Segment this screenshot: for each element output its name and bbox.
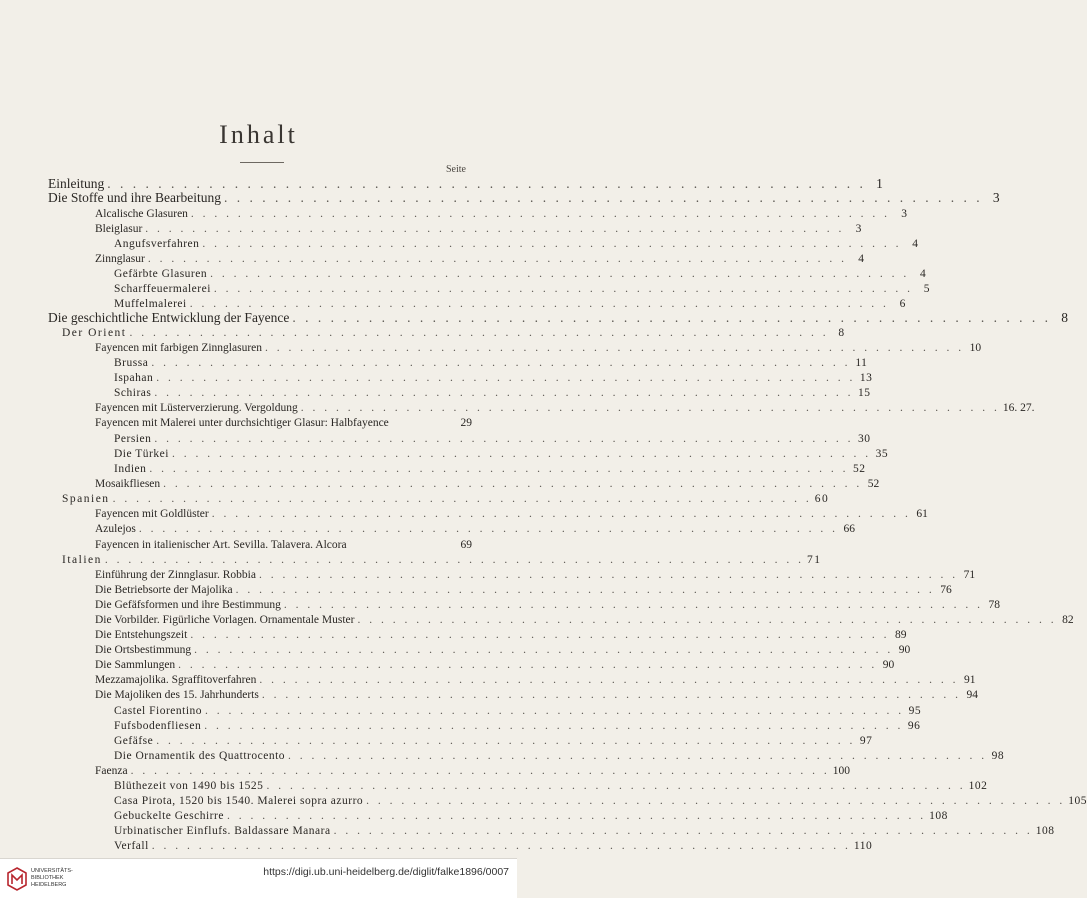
toc-entry-label: Ispahan bbox=[114, 372, 154, 384]
toc-entry bbox=[114, 839, 873, 853]
toc-leader-dots: . . . . . . . . . . . . . . . . . . . . . . . . . . . . . . . . . . . . . . . . . . . . . . . . . . . . . . . . . . . . bbox=[156, 735, 856, 747]
toc-entry bbox=[95, 522, 856, 536]
toc-entry-label: Faenza bbox=[95, 765, 128, 777]
toc-entry-label: Gefärbte Glasuren bbox=[114, 268, 208, 280]
toc-entry-label: Die Entstehungszeit bbox=[95, 629, 188, 641]
toc-entry bbox=[114, 719, 921, 733]
toc-leader-dots: . . . . . . . . . . . . . . . . . . . . . . . . . . . . . . . . . . . . . . . . . . . . . . . . . . . . . . . . . . . . bbox=[107, 176, 866, 191]
column-header-seite: Seite bbox=[446, 164, 466, 175]
toc-entry bbox=[114, 704, 922, 718]
toc-entry-page: 13 bbox=[859, 372, 873, 384]
toc-entry bbox=[95, 341, 982, 355]
toc-entry-page: 30 bbox=[857, 433, 871, 445]
toc-entry bbox=[114, 794, 1087, 808]
toc-entry-label: Die Gefäfsformen und ihre Bestimmung bbox=[95, 599, 281, 611]
toc-entry-page: 52 bbox=[853, 463, 866, 475]
toc-entry bbox=[95, 507, 928, 521]
toc-leader-dots: . . . . . . . . . . . . . . . . . . . . . . . . . . . . . . . . . . . . . . . . . . . . . . . . . . . . . . . . . . . . bbox=[333, 825, 1033, 837]
toc-entry-page: 1 bbox=[876, 176, 883, 191]
toc-leader-dots: . . . . . . . . . . . . . . . . . . . . . . . . . . . . . . . . . . . . . . . . . . . . . . . . . . . . . . . . . . . . bbox=[261, 689, 961, 701]
toc-leader-dots: . . . . . . . . . . . . . . . . . . . . . . . . . . . . . . . . . . . . . . . . . . . . . . . . . . . . . . . . . . . . bbox=[151, 840, 851, 852]
toc-entry-page: 96 bbox=[907, 720, 921, 732]
toc-entry-page: 60 bbox=[814, 493, 830, 505]
toc-entry-label: Schiras bbox=[114, 387, 152, 399]
toc-entry-label: Die Ornamentik des Quattrocento bbox=[114, 750, 286, 762]
toc-entry-page: 90 bbox=[898, 644, 911, 656]
toc-entry bbox=[95, 673, 976, 687]
toc-entry-label: Einführung der Zinnglasur. Robbia bbox=[95, 569, 256, 581]
toc-entry bbox=[114, 356, 868, 370]
toc-entry-page: 3 bbox=[992, 190, 1000, 205]
toc-leader-dots: . . . . . . . . . . . . . . . . . . . . . . . . . . . . . . . . . . . . . . . . . . . . . . . . . . . . . . . . . . . . bbox=[147, 253, 847, 265]
toc-leader-dots: . . . . . . . . . . . . . . . . . . . . . . . . . . . . . . . . . . . . . . . . . . . . . . . . . . . . . . . . . . . . bbox=[283, 599, 983, 611]
toc-entry bbox=[95, 583, 952, 597]
toc-leader-dots: . . . . . . . . . . . . . . . . . . . . . . . . . . . . . . . . . . . . . . . . . . . . . . . . . . . . . . . . . . . . bbox=[151, 357, 851, 369]
toc-leader-dots: . . . . . . . . . . . . . . . . . . . . . . . . . . . . . . . . . . . . . . . . . . . . . . . . . . . . . . . . . . . . bbox=[154, 433, 854, 445]
toc-entry-page: 108 bbox=[1035, 825, 1055, 837]
toc-entry bbox=[114, 824, 1055, 838]
toc-entry-label: Brussa bbox=[114, 357, 149, 369]
toc-entry bbox=[95, 222, 862, 236]
toc-entry bbox=[95, 598, 1000, 612]
toc-entry-label: Fayencen mit Goldlüster bbox=[95, 508, 209, 520]
title-rule bbox=[240, 162, 284, 163]
toc-entry-page: 110 bbox=[853, 840, 873, 852]
toc-entry-page: 71 bbox=[807, 554, 822, 566]
toc-entry-label: Die Stoffe und ihre Bearbeitung bbox=[48, 190, 221, 205]
toc-entry-page: 10 bbox=[969, 342, 982, 354]
toc-entry bbox=[114, 462, 866, 476]
toc-entry bbox=[62, 326, 846, 340]
library-name bbox=[31, 868, 73, 889]
toc-entry bbox=[95, 613, 1074, 627]
toc-leader-dots: . . . . . . . . . . . . . . . . . . . . . . . . . . . . . . . . . . . . . . . . . . . . . . . . . . . . . . . . . . . . bbox=[210, 268, 910, 280]
toc-leader-dots: . . . . . . . . . . . . . . . . . . . . . . . . . . . . . . . . . . . . . . . . . . . . . . . . . . . . . . . . . . . . bbox=[154, 387, 854, 399]
toc-entry-page: 98 bbox=[991, 750, 1005, 762]
toc-entry-label: Azulejos bbox=[95, 523, 136, 535]
toc-entry-page: 76 bbox=[940, 584, 952, 596]
toc-leader-dots: . . . . . . . . . . . . . . . . . . . . . . . . . . . . . . . . . . . . . . . . . . . . . . . . . . . . . . . . . . . . bbox=[138, 523, 839, 535]
toc-entry-page: 3 bbox=[901, 208, 908, 220]
toc-entry-page: 52 bbox=[867, 478, 880, 490]
toc-leader-dots: . . . . . . . . . . . . . . . . . . . . . . . . . . . . . . . . . . . . . . . . . . . . . . . . . . . . . . . . . . . . bbox=[156, 372, 856, 384]
toc-entry-page: 4 bbox=[920, 268, 927, 280]
toc-entry bbox=[95, 688, 978, 702]
toc-entry-page: 89 bbox=[894, 629, 907, 641]
toc-leader-dots: . . . . . . . . . . . . . . . . . . . . . . . . . . . . . . . . . . . . . . . . . . . . . . . . . . . . . . . . . . . . bbox=[190, 208, 891, 220]
toc-entry-label: Alcalische Glasuren bbox=[95, 208, 188, 220]
toc-leader-dots: . . . . . . . . . . . . . . . . . . . . . . . . . . . . . . . . . . . . . . . . . . . . . . . . . . . . . . . . . . . . bbox=[226, 810, 927, 822]
toc-leader-dots: . . . . . . . . . . . . . . . . . . . . . . . . . . . . . . . . . . . . . . . . . . . . . . . . . . . . . . . . . . . . bbox=[112, 493, 812, 505]
toc-entry bbox=[62, 492, 830, 506]
toc-entry-label: Die Sammlungen bbox=[95, 659, 176, 671]
toc-entry-label: Italien bbox=[62, 554, 102, 566]
toc-entry bbox=[114, 297, 906, 311]
toc-leader-dots: . . . . . . . . . . . . . . . . . . . . . . . . . . . . . . . . . . . . . . . . . . . . . . . . . . . . . . . . . . . . bbox=[194, 644, 894, 656]
toc-entry-label: Casa Pirota, 1520 bis 1540. Malerei sopra azurro bbox=[114, 795, 364, 807]
toc-entry bbox=[95, 416, 472, 430]
toc-entry-label: Fayencen mit farbigen Zinnglasuren bbox=[95, 342, 263, 354]
toc-leader-dots: . . . . . . . . . . . . . . . . . . . . . . . . . . . . . . . . . . . . . . . . . . . . . . . . . . . . . . . . . . . . bbox=[213, 283, 914, 295]
toc-entry-page: 82 bbox=[1062, 614, 1074, 626]
toc-entry-label: Mezzamajolika. Sgraffitoverfahren bbox=[95, 674, 257, 686]
toc-entry bbox=[114, 447, 889, 461]
toc-leader-dots: . . . . . . . . . . . . . . . . . . . . . . . . . . . . . . . . . . . . . . . . . . . . . . . . . . . . . . . . . . . . bbox=[366, 795, 1066, 807]
toc-entry-page: 66 bbox=[843, 523, 856, 535]
toc-entry-label: Spanien bbox=[62, 493, 110, 505]
toc-leader-dots: . . . . . . . . . . . . . . . . . . . . . . . . . . . . . . . . . . . . . . . . . . . . . . . . . . . . . . . . . . . . bbox=[202, 238, 902, 250]
toc-leader-dots: . . . . . . . . . . . . . . . . . . . . . . . . . . . . . . . . . . . . . . . . . . . . . . . . . . . . . . . . . . . . bbox=[292, 310, 1052, 325]
toc-entry-label: Castel Fiorentino bbox=[114, 705, 203, 717]
toc-leader-dots: . . . . . . . . . . . . . . . . . . . . . . . . . . . . . . . . . . . . . . . . . . . . . . . . . . . . . . . . . . . . bbox=[163, 478, 863, 490]
toc-leader-dots: . . . . . . . . . . . . . . . . . . . . . . . . . . . . . . . . . . . . . . . . . . . . . . . . . . . . . . . . . . . . bbox=[288, 750, 988, 762]
toc-entry-page: 5 bbox=[923, 283, 931, 295]
toc-entry-label: Einleitung bbox=[48, 176, 105, 191]
toc-entry bbox=[95, 628, 907, 642]
toc-entry bbox=[114, 282, 931, 296]
toc-entry-page: 69 bbox=[460, 539, 472, 551]
library-name-line-2: BIBLIOTHEK bbox=[31, 875, 64, 881]
toc-entry-label: Die Ortsbestimmung bbox=[95, 644, 192, 656]
toc-entry-page: 100 bbox=[832, 765, 850, 777]
toc-entry-label: Die Betriebsorte der Majolika bbox=[95, 584, 233, 596]
toc-leader-dots: . . . . . . . . . . . . . . . . . . . . . . . . . . . . . . . . . . . . . . . . . . . . . . . . . . . . . . . . . . . . bbox=[149, 463, 849, 475]
toc-leader-dots: . . . . . . . . . . . . . . . . . . . . . . . . . . . . . . . . . . . . . . . . . . . . . . . . . . . . . . . . . . . . bbox=[258, 569, 959, 581]
toc-leader-dots: . . . . . . . . . . . . . . . . . . . . . . . . . . . . . . . . . . . . . . . . . . . . . . . . . . . . . . . . . . . . bbox=[223, 190, 983, 205]
toc-leader-dots: . . . . . . . . . . . . . . . . . . . . . . . . . . . . . . . . . . . . . . . . . . . . . . . . . . . . . . . . . . . . bbox=[190, 629, 890, 641]
toc-entry bbox=[114, 809, 948, 823]
toc-leader-dots: . . . . . . . . . . . . . . . . . . . . . . . . . . . . . . . . . . . . . . . . . . . . . . . . . . . . . . . . . . . . bbox=[235, 584, 935, 596]
university-library-logo-icon bbox=[7, 867, 27, 891]
toc-entry bbox=[95, 764, 850, 778]
toc-entry-page: 90 bbox=[882, 659, 895, 671]
toc-entry-page: 6 bbox=[899, 298, 906, 310]
toc-leader-dots: . . . . . . . . . . . . . . . . . . . . . . . . . . . . . . . . . . . . . . . . . . . . . . . . . . . . . . . . . . . . bbox=[211, 508, 911, 520]
toc-entry bbox=[114, 237, 919, 251]
toc-entry-page: 71 bbox=[963, 569, 976, 581]
library-name-line-1: UNIVERSITÄTS- bbox=[31, 868, 73, 874]
toc-entry-label: Gebuckelte Geschirre bbox=[114, 810, 224, 822]
toc-entry-page: 91 bbox=[963, 674, 976, 686]
toc-leader-dots: . . . . . . . . . . . . . . . . . . . . . . . . . . . . . . . . . . . . . . . . . . . . . . . . . . . . . . . . . . . . bbox=[171, 448, 872, 460]
toc-entry bbox=[48, 190, 1000, 205]
toc-entry-page: 4 bbox=[912, 238, 919, 250]
toc-entry-label: Die Vorbilder. Figürliche Vorlagen. Ornamentale Muster bbox=[95, 614, 355, 626]
toc-entry bbox=[95, 252, 864, 266]
toc-entry-page: 105 bbox=[1068, 795, 1087, 807]
toc-entry bbox=[114, 749, 1005, 763]
toc-entry bbox=[95, 568, 976, 582]
toc-entry-label: Gefäfse bbox=[114, 735, 154, 747]
toc-entry-label: Mosaikfliesen bbox=[95, 478, 161, 490]
library-name-line-3: HEIDELBERG bbox=[31, 882, 67, 888]
toc-leader-dots: . . . . . . . . . . . . . . . . . . . . . . . . . . . . . . . . . . . . . . . . . . . . . . . . . . . . . . . . . . . . bbox=[129, 327, 829, 339]
toc-leader-dots: . . . . . . . . . . . . . . . . . . . . . . . . . . . . . . . . . . . . . . . . . . . . . . . . . . . . . . . . . . . . bbox=[204, 720, 904, 732]
toc-entry-label: Fufsbodenfliesen bbox=[114, 720, 202, 732]
toc-leader-dots: . . . . . . . . . . . . . . . . . . . . . . . . . . . . . . . . . . . . . . . . . . . . . . . . . . . . . . . . . . . . bbox=[205, 705, 905, 717]
toc-entry-label: Verfall bbox=[114, 840, 149, 852]
toc-entry-label: Urbinatischer Einflufs. Baldassare Manara bbox=[114, 825, 331, 837]
toc-entry-label: Der Orient bbox=[62, 327, 127, 339]
toc-entry-label: Die Majoliken des 15. Jahrhunderts bbox=[95, 689, 259, 701]
toc-entry-page: 95 bbox=[908, 705, 922, 717]
toc-entry-page: 15 bbox=[857, 387, 871, 399]
toc-entry-label: Angufsverfahren bbox=[114, 238, 200, 250]
toc-leader-dots: . . . . . . . . . . . . . . . . . . . . . . . . . . . . . . . . . . . . . . . . . . . . . . . . . . . . . . . . . . . . bbox=[145, 223, 845, 235]
page-title: Inhalt bbox=[219, 120, 298, 149]
toc-leader-dots: . . . . . . . . . . . . . . . . . . . . . . . . . . . . . . . . . . . . . . . . . . . . . . . . . . . . . . . . . . . . bbox=[178, 659, 878, 671]
toc-entry bbox=[95, 477, 880, 491]
toc-entry bbox=[114, 734, 873, 748]
toc-entry-label: Die geschichtliche Entwicklung der Fayence bbox=[48, 310, 290, 325]
toc-entry-page: 16. 27. bbox=[1002, 402, 1035, 414]
toc-entry-label: Bleiglasur bbox=[95, 223, 143, 235]
toc-leader-dots: . . . . . . . . . . . . . . . . . . . . . . . . . . . . . . . . . . . . . . . . . . . . . . . . . . . . . . . . . . . . bbox=[259, 674, 959, 686]
toc-entry-label: Fayencen mit Malerei unter durchsichtiger Glasur: Halbfayence bbox=[95, 417, 389, 429]
toc-leader-dots: . . . . . . . . . . . . . . . . . . . . . . . . . . . . . . . . . . . . . . . . . . . . . . . . . . . . . . . . . . . . bbox=[130, 765, 830, 777]
toc-leader-dots: . . . . . . . . . . . . . . . . . . . . . . . . . . . . . . . . . . . . . . . . . . . . . . . . . . . . . . . . . . . . bbox=[266, 780, 966, 792]
toc-entry-page: 4 bbox=[858, 253, 864, 265]
toc-entry bbox=[114, 371, 873, 385]
toc-entry-page: 97 bbox=[859, 735, 873, 747]
toc-entry-label: Indien bbox=[114, 463, 147, 475]
toc-leader-dots: . . . . . . . . . . . . . . . . . . . . . . . . . . . . . . . . . . . . . . . . . . . . . . . . . . . . . . . . . . . . bbox=[265, 342, 965, 354]
toc-entry-page: 3 bbox=[855, 223, 862, 235]
toc-entry-page: 61 bbox=[916, 508, 928, 520]
toc-entry bbox=[48, 310, 1069, 325]
toc-entry-page: 35 bbox=[875, 448, 889, 460]
toc-entry-page: 8 bbox=[1061, 310, 1069, 325]
toc-entry-page: 108 bbox=[929, 810, 948, 822]
toc-entry bbox=[95, 643, 911, 657]
toc-entry-page: 11 bbox=[855, 357, 868, 369]
toc-entry-label: Muffelmalerei bbox=[114, 298, 187, 310]
toc-entry bbox=[114, 779, 988, 793]
toc-entry-label: Zinnglasur bbox=[95, 253, 145, 265]
toc-entry bbox=[62, 553, 822, 567]
toc-entry bbox=[95, 401, 1035, 415]
toc-entry bbox=[95, 658, 895, 672]
toc-leader-dots: . . . . . . . . . . . . . . . . . . . . . . . . . . . . . . . . . . . . . . . . . . . . . . . . . . . . . . . . . . . . bbox=[300, 402, 1000, 414]
toc-entry-page: 102 bbox=[968, 780, 988, 792]
toc-leader-dots: . . . . . . . . . . . . . . . . . . . . . . . . . . . . . . . . . . . . . . . . . . . . . . . . . . . . . . . . . . . . bbox=[104, 554, 804, 566]
footer-bar bbox=[0, 858, 517, 898]
toc-entry bbox=[114, 386, 871, 400]
toc-entry-page: 94 bbox=[966, 689, 978, 701]
toc-entry-label: Fayencen in italienischer Art. Sevilla. Talavera. Alcora bbox=[95, 539, 347, 551]
toc-leader-dots: . . . . . . . . . . . . . . . . . . . . . . . . . . . . . . . . . . . . . . . . . . . . . . . . . . . . . . . . . . . . bbox=[189, 298, 889, 310]
toc-entry-page: 8 bbox=[838, 327, 846, 339]
toc-entry-label: Fayencen mit Lüsterverzierung. Vergoldung bbox=[95, 402, 298, 414]
toc-entry bbox=[95, 538, 472, 552]
toc-entry bbox=[114, 432, 871, 446]
toc-entry bbox=[48, 176, 883, 191]
toc-entry-page: 29 bbox=[460, 417, 472, 429]
toc-entry bbox=[95, 207, 908, 221]
toc-entry-label: Die Türkei bbox=[114, 448, 169, 460]
source-url-link[interactable]: https://digi.ub.uni-heidelberg.de/diglit/falke1896/0007 bbox=[263, 866, 509, 878]
toc-entry-label: Persien bbox=[114, 433, 152, 445]
toc-entry bbox=[114, 267, 927, 281]
toc-entry-page: 78 bbox=[988, 599, 1000, 611]
toc-entry-label: Scharffeuermalerei bbox=[114, 283, 211, 295]
toc-leader-dots: . . . . . . . . . . . . . . . . . . . . . . . . . . . . . . . . . . . . . . . . . . . . . . . . . . . . . . . . . . . . bbox=[357, 614, 1057, 626]
toc-entry-label: Blüthezeit von 1490 bis 1525 bbox=[114, 780, 264, 792]
